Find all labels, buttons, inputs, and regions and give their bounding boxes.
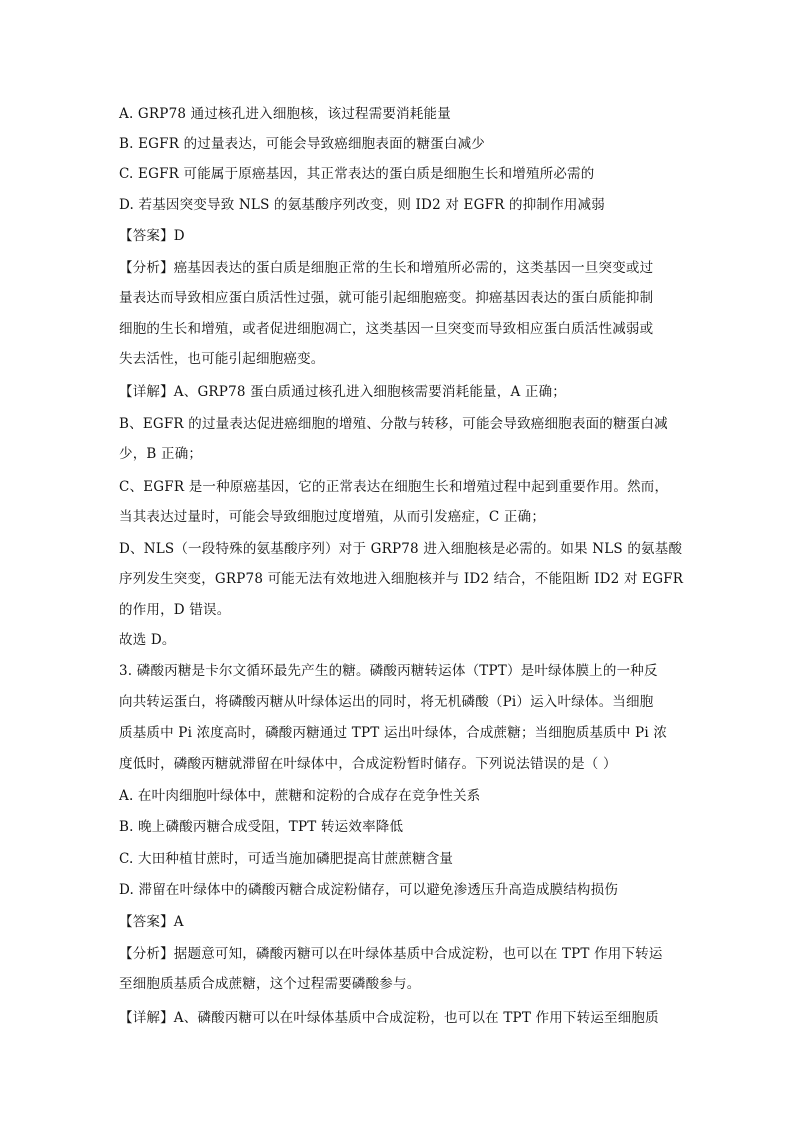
q2-analysis-line: 【分析】癌基因表达的蛋白质是细胞正常的生长和增殖所必需的，这类基因一旦突变或过 [119, 260, 654, 276]
q2-option-d: D. 若基因突变导致 NLS 的氨基酸序列改变，则 ID2 对 EGFR 的抑制作用减弱 [119, 197, 605, 213]
q2-analysis-line: 量表达而导致相应蛋白质活性过强，就可能引起细胞癌变。抑癌基因表达的蛋白质能抑制 [119, 290, 654, 306]
q2-analysis-line: 失去活性，也可能引起细胞癌变。 [119, 351, 325, 367]
q2-detail-line: 的作用，D 错误。 [119, 602, 231, 618]
q2-detail-line: C、EGFR 是一种原癌基因，它的正常表达在细胞生长和增殖过程中起到重要作用。然而， [119, 479, 669, 495]
q3-analysis-line: 至细胞质基质合成蔗糖，这个过程需要磷酸参与。 [119, 976, 421, 992]
q2-detail-line: 序列发生突变，GRP78 可能无法有效地进入细胞核并与 ID2 结合，不能阻断 ID2 对 EGFR [119, 571, 684, 587]
q3-answer: 【答案】A [119, 914, 184, 930]
q2-detail-line: B、EGFR 的过量表达促进癌细胞的增殖、分散与转移，可能会导致癌细胞表面的糖蛋白减 [119, 416, 668, 432]
q2-answer: 【答案】D [119, 228, 185, 244]
q2-option-b: B. EGFR 的过量表达，可能会导致癌细胞表面的糖蛋白减少 [119, 136, 485, 152]
q3-stem-line: 质基质中 Pi 浓度高时，磷酸丙糖通过 TPT 运出叶绿体，合成蔗糖；当细胞质基质中 Pi 浓 [119, 725, 668, 741]
q2-detail-line: 【详解】A、GRP78 蛋白质通过核孔进入细胞核需要消耗能量，A 正确； [119, 384, 566, 400]
q2-analysis-line: 细胞的生长和增殖，或者促进细胞凋亡，这类基因一旦突变而导致相应蛋白质活性减弱或 [119, 321, 654, 337]
q3-detail-line: 【详解】A、磷酸丙糖可以在叶绿体基质中合成淀粉，也可以在 TPT 作用下转运至细胞质 [119, 1010, 659, 1026]
q2-detail-line: 少，B 正确； [119, 446, 203, 462]
q3-stem-line: 向共转运蛋白，将磷酸丙糖从叶绿体运出的同时，将无机磷酸（Pi）运入叶绿体。当细胞 [119, 694, 654, 710]
q3-option-d: D. 滞留在叶绿体中的磷酸丙糖合成淀粉储存，可以避免渗透压升高造成膜结构损伤 [119, 882, 619, 898]
q2-detail-line: 当其表达过量时，可能会导致细胞过度增殖，从而引发癌症，C 正确； [119, 509, 546, 525]
q3-option-b: B. 晚上磷酸丙糖合成受阻，TPT 转运效率降低 [119, 819, 404, 835]
q2-option-c: C. EGFR 可能属于原癌基因，其正常表达的蛋白质是细胞生长和增殖所必需的 [119, 166, 595, 182]
q3-stem-line: 3. 磷酸丙糖是卡尔文循环最先产生的糖。磷酸丙糖转运体（TPT）是叶绿体膜上的一种反 [119, 663, 658, 679]
q3-analysis-line: 【分析】据题意可知，磷酸丙糖可以在叶绿体基质中合成淀粉，也可以在 TPT 作用下转运 [119, 946, 663, 962]
q2-conclusion: 故选 D。 [119, 632, 176, 648]
q3-stem-line: 度低时，磷酸丙糖就滞留在叶绿体中，合成淀粉暂时储存。下列说法错误的是（ ） [119, 756, 617, 772]
q3-option-a: A. 在叶肉细胞叶绿体中，蔗糖和淀粉的合成存在竞争性关系 [119, 788, 481, 804]
q2-option-a: A. GRP78 通过核孔进入细胞核，该过程需要消耗能量 [119, 106, 451, 122]
q2-detail-line: D、NLS（一段特殊的氨基酸序列）对于 GRP78 进入细胞核是必需的。如果 NLS 的氨基酸 [119, 541, 683, 557]
q3-option-c: C. 大田种植甘蔗时，可适当施加磷肥提高甘蔗蔗糖含量 [119, 851, 454, 867]
